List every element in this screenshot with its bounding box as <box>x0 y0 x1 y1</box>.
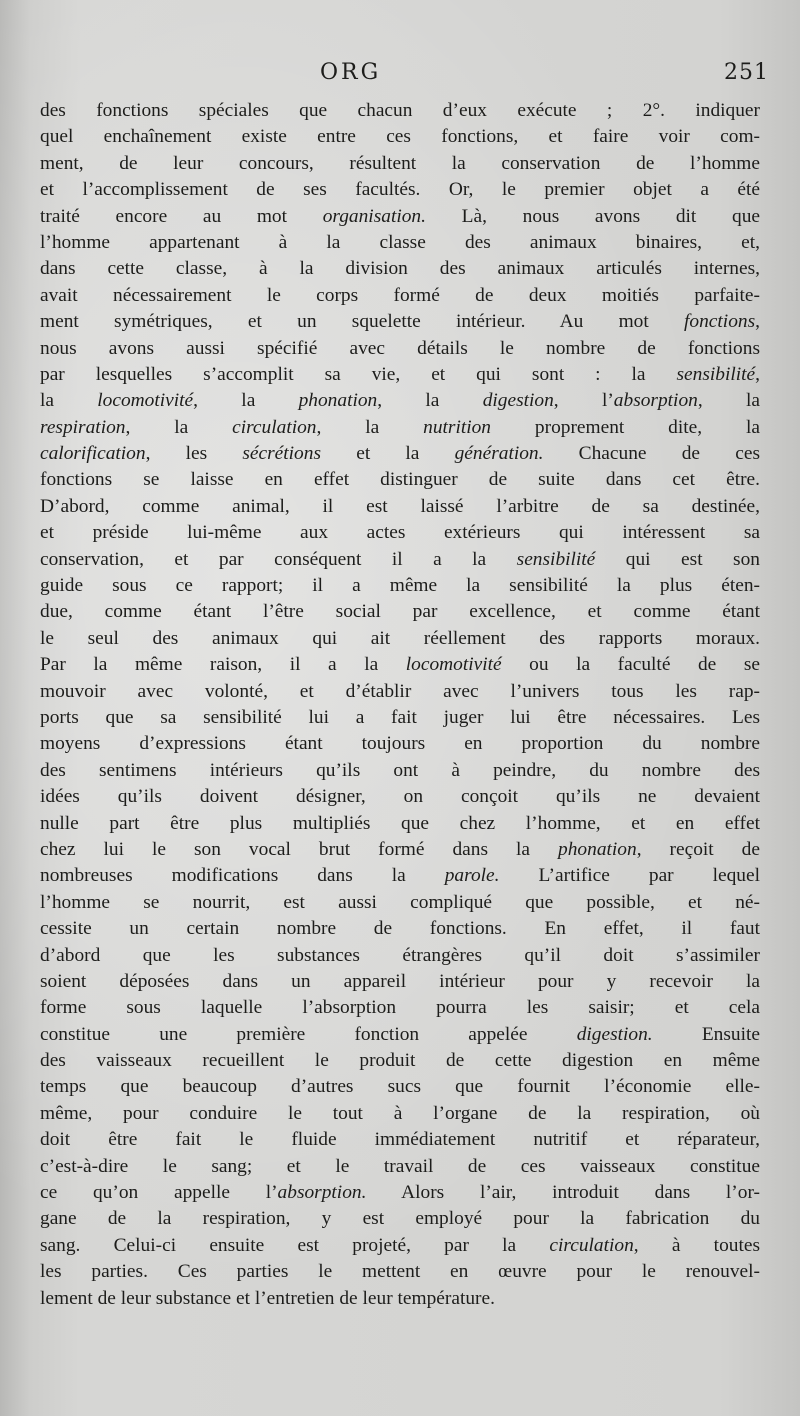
italic-term: circulation <box>549 1234 634 1256</box>
text-line <box>40 1233 760 1259</box>
text-segment: Alors l’air, introduit dans l’or- <box>366 1182 760 1204</box>
text-line <box>40 1101 760 1127</box>
text-line <box>40 1074 760 1100</box>
text-line <box>40 863 760 889</box>
text-line <box>40 916 760 942</box>
text-line <box>40 336 760 362</box>
text-segment: mouvoir avec volonté, et d’établir avec l’univers tous les rap- <box>40 680 760 702</box>
text-line <box>40 626 760 652</box>
italic-term: génération. <box>454 443 544 465</box>
text-segment: L’artifice par lequel <box>499 865 760 887</box>
text-segment: nulle part être plus multipliés que chez l’homme, et en effet <box>40 812 760 834</box>
text-line <box>40 151 760 177</box>
text-line <box>40 415 760 441</box>
italic-term: sensibilité <box>516 548 596 570</box>
text-segment: , la <box>697 390 760 412</box>
text-line <box>40 177 760 203</box>
text-line <box>40 573 760 599</box>
text-segment: sang. Celui-ci ensuite est projeté, par la <box>40 1234 550 1256</box>
text-line <box>40 837 760 863</box>
text-line <box>40 969 760 995</box>
text-segment: et l’accomplissement de ses facultés. Or, le premier objet a été <box>40 179 760 201</box>
text-segment: ment, de leur concours, résultent la conservation de l’homme <box>40 152 760 174</box>
text-line <box>40 283 760 309</box>
text-line <box>40 1259 760 1285</box>
text-segment: ou la faculté de se <box>501 654 760 676</box>
text-segment: le seul des animaux qui ait réellement des rapports moraux. <box>40 627 760 649</box>
text-segment: c’est-à-dire le sang; et le travail de ces vaisseaux constitue <box>40 1155 760 1177</box>
text-line <box>40 1127 760 1153</box>
text-line <box>40 230 760 256</box>
text-segment: gane de la respiration, y est employé pour la fabrication du <box>40 1208 760 1230</box>
text-segment: idées qu’ils doivent désigner, on conçoit qu’ils ne devaient <box>40 786 760 808</box>
text-segment: proprement dite, la <box>491 416 760 438</box>
text-line <box>40 1286 760 1312</box>
text-line <box>40 441 760 467</box>
text-line <box>40 1048 760 1074</box>
text-line <box>40 811 760 837</box>
text-segment: les parties. Ces parties le mettent en œuvre pour le renouvel- <box>40 1261 760 1283</box>
text-segment: doit être fait le fluide immédiatement nutritif et réparateur, <box>40 1129 760 1151</box>
text-segment: ce qu’on appelle l’ <box>40 1182 278 1204</box>
italic-term: fonctions <box>684 311 756 333</box>
text-line <box>40 204 760 230</box>
text-segment: cessite un certain nombre de fonctions. En effet, il faut <box>40 918 760 940</box>
text-line <box>40 388 760 414</box>
text-segment: nombreuses modifications dans la <box>40 865 445 887</box>
text-line <box>40 784 760 810</box>
text-segment: d’abord que les substances étrangères qu’il doit s’assimiler <box>40 944 760 966</box>
text-line <box>40 547 760 573</box>
italic-term: absorption. <box>277 1182 367 1204</box>
italic-term: organisation. <box>322 205 426 227</box>
text-segment: , à toutes <box>633 1234 761 1256</box>
italic-term: parole. <box>444 865 500 887</box>
text-line <box>40 494 760 520</box>
text-line <box>40 256 760 282</box>
text-line <box>40 1022 760 1048</box>
text-segment: Chacune de ces <box>543 443 760 465</box>
text-line <box>40 599 760 625</box>
text-segment: constitue une première fonction appelée <box>40 1023 577 1045</box>
italic-term: phonation <box>558 838 637 860</box>
text-segment: traité encore au mot <box>40 205 323 227</box>
text-segment: qui est son <box>595 548 760 570</box>
text-segment: ment symétriques, et un squelette intérieur. Au mot <box>40 311 685 333</box>
text-line <box>40 890 760 916</box>
italic-term: digestion. <box>576 1023 653 1045</box>
text-segment: et préside lui-même aux actes extérieurs qui intéressent sa <box>40 522 760 544</box>
italic-term: sensibilité <box>676 363 756 385</box>
text-segment: par lesquelles s’accomplit sa vie, et qui sont : la <box>40 363 677 385</box>
italic-term: absorption <box>613 390 698 412</box>
text-segment: , l’ <box>553 390 614 412</box>
text-segment: nous avons aussi spécifié avec détails le nombre de fonctions <box>40 337 760 359</box>
text-segment: temps que beaucoup d’autres sucs que fournit l’économie elle- <box>40 1076 760 1098</box>
body-text <box>40 98 760 1312</box>
italic-term: locomotivité <box>97 390 194 412</box>
italic-term: circulation <box>232 416 317 438</box>
italic-term: digestion <box>482 390 554 412</box>
text-line <box>40 943 760 969</box>
text-segment: même, pour conduire le tout à l’organe de la respiration, où <box>40 1102 760 1124</box>
text-segment: guide sous ce rapport; il a même la sensibilité la plus éten- <box>40 575 760 597</box>
text-segment: ports que sa sensibilité lui a fait juger lui être nécessaires. Les <box>40 706 760 728</box>
text-segment: , la <box>193 390 299 412</box>
text-segment: Ensuite <box>652 1023 760 1045</box>
text-segment: , <box>755 363 760 385</box>
text-line <box>40 1154 760 1180</box>
text-segment: l’homme appartenant à la classe des animaux binaires, et, <box>40 231 760 253</box>
text-line <box>40 731 760 757</box>
italic-term: nutrition <box>423 416 492 438</box>
text-segment: quel enchaînement existe entre ces fonctions, et faire voir com- <box>40 126 760 148</box>
text-line <box>40 309 760 335</box>
text-segment: Là, nous avons dit que <box>425 205 761 227</box>
text-line <box>40 995 760 1021</box>
text-segment: chez lui le son vocal brut formé dans la <box>40 838 559 860</box>
text-segment: des vaisseaux recueillent le produit de cette digestion en même <box>40 1050 760 1072</box>
running-head: ORG <box>320 60 382 85</box>
text-segment: avait nécessairement le corps formé de deux moitiés parfaite- <box>40 284 760 306</box>
text-line <box>40 705 760 731</box>
text-line <box>40 467 760 493</box>
text-segment: due, comme étant l’être social par excellence, et comme étant <box>40 601 760 623</box>
text-segment: D’abord, comme animal, il est laissé l’arbitre de sa destinée, <box>40 495 760 517</box>
text-segment: Par la même raison, il a la <box>40 654 406 676</box>
text-segment: , la <box>316 416 424 438</box>
page-header <box>0 60 800 96</box>
italic-term: locomotivité <box>405 654 502 676</box>
text-segment: des fonctions spéciales que chacun d’eux exécute ; 2°. indiquer <box>40 100 760 121</box>
text-line <box>40 758 760 784</box>
text-line <box>40 679 760 705</box>
text-segment: lement de leur substance et l’entretien de leur température. <box>40 1287 495 1309</box>
text-segment: soient déposées dans un appareil intérieur pour y recevoir la <box>40 970 760 992</box>
text-line <box>40 1206 760 1232</box>
italic-term: sécrétions <box>242 443 321 465</box>
text-segment: des sentimens intérieurs qu’ils ont à peindre, du nombre des <box>40 759 760 781</box>
text-segment: , <box>755 311 760 333</box>
text-segment: , la <box>377 390 483 412</box>
text-segment: conservation, et par conséquent il a la <box>40 548 517 570</box>
text-segment: la <box>40 390 98 412</box>
italic-term: respiration <box>40 416 126 438</box>
text-segment: , les <box>145 443 243 465</box>
text-line <box>40 1180 760 1206</box>
text-segment: l’homme se nourrit, est aussi compliqué que possible, et né- <box>40 891 760 913</box>
text-line <box>40 124 760 150</box>
text-line <box>40 652 760 678</box>
text-line <box>40 520 760 546</box>
italic-term: calorification <box>40 443 146 465</box>
text-segment: fonctions se laisse en effet distinguer de suite dans cet être. <box>40 469 760 491</box>
text-segment: forme sous laquelle l’absorption pourra les saisir; et cela <box>40 997 760 1019</box>
text-segment: moyens d’expressions étant toujours en proportion du nombre <box>40 733 760 755</box>
text-segment: dans cette classe, à la division des animaux articulés internes, <box>40 258 760 280</box>
text-segment: , reçoit de <box>636 838 760 860</box>
text-segment: , la <box>125 416 233 438</box>
text-line <box>40 98 760 124</box>
italic-term: phonation <box>298 390 378 412</box>
page-number: 251 <box>724 60 769 85</box>
text-segment: et la <box>321 443 455 465</box>
text-line <box>40 362 760 388</box>
